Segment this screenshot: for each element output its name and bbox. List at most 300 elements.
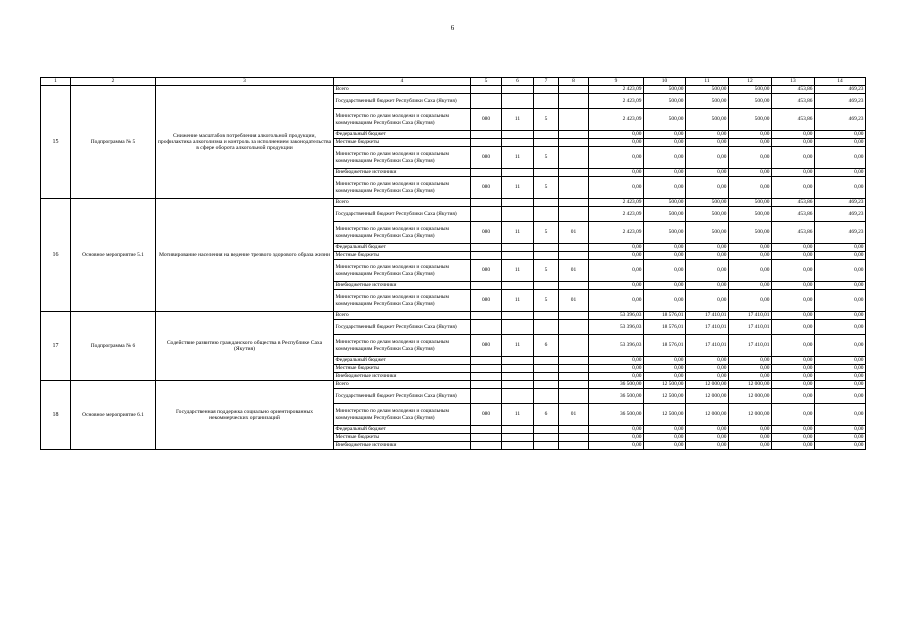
gp-code-cell — [502, 131, 534, 139]
program-name-cell: Снижение масштабов потребления алкогольной продукции, профилактика алкоголизма и контроль за исполнением законодательства в сфере оборота алкогольной продукции — [156, 86, 334, 199]
amount-cell: 0,00 — [772, 139, 815, 147]
amount-cell: 12 000,00 — [729, 389, 772, 404]
amount-cell: 0,00 — [729, 177, 772, 199]
gp-code-cell: 11 — [502, 109, 534, 131]
funding-source-cell: Внебюджетные источники — [334, 282, 471, 290]
amount-cell: 500,00 — [686, 222, 729, 244]
amount-cell: 0,00 — [772, 365, 815, 373]
amount-cell: 0,00 — [815, 169, 866, 177]
subprogram-code-cell — [534, 357, 559, 365]
amount-cell: 0,00 — [644, 365, 686, 373]
grbs-code-cell — [471, 94, 502, 109]
amount-cell: 0,00 — [686, 252, 729, 260]
measure-code-cell — [559, 373, 589, 381]
amount-cell: 0,00 — [589, 252, 644, 260]
amount-cell: 0,00 — [589, 365, 644, 373]
amount-cell: 0,00 — [729, 260, 772, 282]
funding-source-cell: Государственный бюджет Республики Саха (Якутия) — [334, 389, 471, 404]
amount-cell: 0,00 — [644, 442, 686, 450]
amount-cell: 500,00 — [644, 94, 686, 109]
subprogram-code-cell: 5 — [534, 260, 559, 282]
funding-source-cell: Федеральный бюджет — [334, 131, 471, 139]
amount-cell: 17 410,01 — [729, 320, 772, 335]
row-number-cell: 15 — [41, 86, 71, 199]
amount-cell: 0,00 — [772, 147, 815, 169]
amount-cell: 0,00 — [644, 282, 686, 290]
funding-source-cell: Министерство по делам молодежи и социальным коммуникациям Республики Саха (Якутия) — [334, 290, 471, 312]
funding-source-cell: Государственный бюджет Республики Саха (Якутия) — [334, 94, 471, 109]
amount-cell: 0,00 — [772, 373, 815, 381]
amount-cell: 2 423,09 — [589, 109, 644, 131]
subprogram-code-cell: 5 — [534, 109, 559, 131]
amount-cell: 0,00 — [772, 389, 815, 404]
header-cell: 6 — [502, 78, 534, 86]
table-row — [41, 86, 866, 94]
grbs-code-cell: 080 — [471, 290, 502, 312]
subprogram-code-cell — [534, 94, 559, 109]
gp-code-cell: 11 — [502, 404, 534, 426]
amount-cell: 0,00 — [644, 131, 686, 139]
measure-code-cell — [559, 147, 589, 169]
amount-cell: 0,00 — [686, 131, 729, 139]
amount-cell: 0,00 — [589, 169, 644, 177]
amount-cell: 12 500,00 — [644, 404, 686, 426]
grbs-code-cell: 080 — [471, 260, 502, 282]
measure-code-cell — [559, 252, 589, 260]
subprogram-code-cell — [534, 139, 559, 147]
gp-code-cell — [502, 94, 534, 109]
gp-code-cell: 11 — [502, 260, 534, 282]
amount-cell: 0,00 — [686, 282, 729, 290]
amount-cell: 0,00 — [589, 131, 644, 139]
header-cell: 11 — [686, 78, 729, 86]
amount-cell: 0,00 — [772, 381, 815, 389]
grbs-code-cell — [471, 282, 502, 290]
grbs-code-cell — [471, 312, 502, 320]
funding-source-cell: Министерство по делам молодежи и социальным коммуникациям Республики Саха (Якутия) — [334, 335, 471, 357]
subprogram-code-cell — [534, 86, 559, 94]
amount-cell: 0,00 — [815, 290, 866, 312]
amount-cell: 500,00 — [644, 207, 686, 222]
measure-code-cell — [559, 109, 589, 131]
amount-cell: 0,00 — [686, 147, 729, 169]
gp-code-cell — [502, 207, 534, 222]
amount-cell: 453,86 — [772, 94, 815, 109]
amount-cell: 0,00 — [686, 290, 729, 312]
amount-cell: 0,00 — [772, 404, 815, 426]
measure-code-cell — [559, 94, 589, 109]
amount-cell: 0,00 — [686, 260, 729, 282]
grbs-code-cell — [471, 252, 502, 260]
header-cell: 5 — [471, 78, 502, 86]
amount-cell: 12 500,00 — [644, 389, 686, 404]
amount-cell: 12 000,00 — [729, 381, 772, 389]
funding-source-cell: Министерство по делам молодежи и социальным коммуникациям Республики Саха (Якутия) — [334, 177, 471, 199]
amount-cell: 0,00 — [772, 442, 815, 450]
amount-cell: 0,00 — [686, 139, 729, 147]
subprogram-code-cell — [534, 207, 559, 222]
program-type-cell: Подпрограмма № 5 — [71, 86, 156, 199]
amount-cell: 500,00 — [686, 109, 729, 131]
subprogram-code-cell — [534, 365, 559, 373]
amount-cell: 0,00 — [644, 244, 686, 252]
amount-cell: 0,00 — [815, 139, 866, 147]
measure-code-cell — [559, 426, 589, 434]
amount-cell: 0,00 — [686, 373, 729, 381]
measure-code-cell — [559, 357, 589, 365]
amount-cell: 0,00 — [772, 290, 815, 312]
amount-cell: 0,00 — [729, 357, 772, 365]
subprogram-code-cell — [534, 389, 559, 404]
amount-cell: 0,00 — [686, 177, 729, 199]
grbs-code-cell — [471, 373, 502, 381]
amount-cell: 0,00 — [772, 320, 815, 335]
amount-cell: 0,00 — [729, 169, 772, 177]
grbs-code-cell: 080 — [471, 404, 502, 426]
amount-cell: 36 500,00 — [589, 389, 644, 404]
amount-cell: 12 000,00 — [686, 381, 729, 389]
row-number-cell: 18 — [41, 381, 71, 450]
amount-cell: 0,00 — [815, 260, 866, 282]
subprogram-code-cell: 5 — [534, 147, 559, 169]
gp-code-cell — [502, 169, 534, 177]
amount-cell: 0,00 — [729, 244, 772, 252]
amount-cell: 0,00 — [729, 365, 772, 373]
amount-cell: 0,00 — [772, 357, 815, 365]
measure-code-cell — [559, 434, 589, 442]
header-cell: 3 — [156, 78, 334, 86]
amount-cell: 0,00 — [815, 434, 866, 442]
measure-code-cell — [559, 389, 589, 404]
amount-cell: 2 423,09 — [589, 222, 644, 244]
amount-cell: 0,00 — [815, 442, 866, 450]
grbs-code-cell — [471, 86, 502, 94]
funding-source-cell: Внебюджетные источники — [334, 442, 471, 450]
funding-source-cell: Всего — [334, 381, 471, 389]
funding-source-cell: Министерство по делам молодежи и социальным коммуникациям Республики Саха (Якутия) — [334, 222, 471, 244]
funding-source-cell: Министерство по делам молодежи и социальным коммуникациям Республики Саха (Якутия) — [334, 109, 471, 131]
amount-cell: 0,00 — [644, 139, 686, 147]
amount-cell: 17 410,01 — [686, 320, 729, 335]
measure-code-cell — [559, 365, 589, 373]
measure-code-cell — [559, 282, 589, 290]
amount-cell: 0,00 — [729, 434, 772, 442]
amount-cell: 0,00 — [589, 357, 644, 365]
gp-code-cell — [502, 434, 534, 442]
amount-cell: 500,00 — [729, 207, 772, 222]
measure-code-cell — [559, 199, 589, 207]
gp-code-cell — [502, 389, 534, 404]
amount-cell: 0,00 — [729, 139, 772, 147]
amount-cell: 0,00 — [815, 365, 866, 373]
measure-code-cell — [559, 86, 589, 94]
grbs-code-cell — [471, 320, 502, 335]
grbs-code-cell — [471, 131, 502, 139]
amount-cell: 2 423,09 — [589, 94, 644, 109]
amount-cell: 500,00 — [644, 86, 686, 94]
gp-code-cell: 11 — [502, 290, 534, 312]
amount-cell: 0,00 — [772, 426, 815, 434]
gp-code-cell: 11 — [502, 222, 534, 244]
amount-cell: 0,00 — [729, 252, 772, 260]
amount-cell: 0,00 — [815, 282, 866, 290]
amount-cell: 453,86 — [772, 207, 815, 222]
amount-cell: 453,86 — [772, 199, 815, 207]
amount-cell: 0,00 — [772, 335, 815, 357]
amount-cell: 0,00 — [815, 373, 866, 381]
amount-cell: 0,00 — [772, 131, 815, 139]
grbs-code-cell — [471, 199, 502, 207]
measure-code-cell — [559, 381, 589, 389]
amount-cell: 0,00 — [644, 147, 686, 169]
amount-cell: 18 576,01 — [644, 320, 686, 335]
grbs-code-cell — [471, 207, 502, 222]
amount-cell: 0,00 — [644, 260, 686, 282]
funding-source-cell: Всего — [334, 86, 471, 94]
measure-code-cell: 01 — [559, 222, 589, 244]
amount-cell: 0,00 — [772, 434, 815, 442]
grbs-code-cell — [471, 381, 502, 389]
amount-cell: 500,00 — [686, 199, 729, 207]
amount-cell: 469,23 — [815, 94, 866, 109]
subprogram-code-cell — [534, 169, 559, 177]
header-cell: 4 — [334, 78, 471, 86]
measure-code-cell — [559, 442, 589, 450]
subprogram-code-cell: 5 — [534, 290, 559, 312]
amount-cell: 2 423,09 — [589, 199, 644, 207]
subprogram-code-cell — [534, 442, 559, 450]
grbs-code-cell — [471, 169, 502, 177]
table-row — [41, 312, 866, 320]
grbs-code-cell: 080 — [471, 222, 502, 244]
amount-cell: 0,00 — [772, 244, 815, 252]
program-name-cell: Содействие развитию гражданского общества в Республике Саха (Якутия) — [156, 312, 334, 381]
subprogram-code-cell: 6 — [534, 335, 559, 357]
gp-code-cell — [502, 442, 534, 450]
amount-cell: 0,00 — [729, 373, 772, 381]
amount-cell: 17 410,01 — [686, 312, 729, 320]
amount-cell: 0,00 — [686, 357, 729, 365]
measure-code-cell — [559, 169, 589, 177]
program-type-cell: Основное мероприятие 5.1 — [71, 199, 156, 312]
header-cell: 8 — [559, 78, 589, 86]
grbs-code-cell: 080 — [471, 335, 502, 357]
table-row — [41, 199, 866, 207]
measure-code-cell — [559, 139, 589, 147]
header-cell: 14 — [815, 78, 866, 86]
amount-cell: 2 423,09 — [589, 207, 644, 222]
grbs-code-cell: 080 — [471, 109, 502, 131]
amount-cell: 0,00 — [644, 290, 686, 312]
amount-cell: 0,00 — [644, 357, 686, 365]
amount-cell: 53 396,03 — [589, 320, 644, 335]
measure-code-cell — [559, 320, 589, 335]
grbs-code-cell — [471, 426, 502, 434]
funding-source-cell: Всего — [334, 199, 471, 207]
gp-code-cell: 11 — [502, 177, 534, 199]
gp-code-cell — [502, 320, 534, 335]
amount-cell: 0,00 — [589, 177, 644, 199]
amount-cell: 0,00 — [772, 282, 815, 290]
amount-cell: 453,86 — [772, 86, 815, 94]
amount-cell: 0,00 — [686, 442, 729, 450]
amount-cell: 0,00 — [589, 260, 644, 282]
amount-cell: 500,00 — [729, 199, 772, 207]
subprogram-code-cell — [534, 373, 559, 381]
amount-cell: 0,00 — [729, 290, 772, 312]
subprogram-code-cell — [534, 244, 559, 252]
amount-cell: 0,00 — [815, 320, 866, 335]
gp-code-cell — [502, 381, 534, 389]
amount-cell: 17 410,01 — [729, 335, 772, 357]
amount-cell: 0,00 — [589, 426, 644, 434]
subprogram-code-cell: 5 — [534, 177, 559, 199]
funding-source-cell: Государственный бюджет Республики Саха (Якутия) — [334, 320, 471, 335]
gp-code-cell: 11 — [502, 147, 534, 169]
amount-cell: 0,00 — [815, 335, 866, 357]
amount-cell: 500,00 — [644, 199, 686, 207]
gp-code-cell — [502, 357, 534, 365]
subprogram-code-cell — [534, 282, 559, 290]
amount-cell: 53 396,03 — [589, 335, 644, 357]
header-cell: 2 — [71, 78, 156, 86]
gp-code-cell — [502, 282, 534, 290]
amount-cell: 0,00 — [815, 389, 866, 404]
funding-source-cell: Местные бюджеты — [334, 252, 471, 260]
funding-source-cell: Министерство по делам молодежи и социальным коммуникациям Республики Саха (Якутия) — [334, 147, 471, 169]
row-number-cell: 16 — [41, 199, 71, 312]
amount-cell: 0,00 — [644, 434, 686, 442]
row-number-cell: 17 — [41, 312, 71, 381]
header-row — [41, 78, 866, 86]
header-cell: 12 — [729, 78, 772, 86]
grbs-code-cell — [471, 357, 502, 365]
amount-cell: 500,00 — [729, 109, 772, 131]
funding-source-cell: Местные бюджеты — [334, 139, 471, 147]
amount-cell: 0,00 — [644, 177, 686, 199]
measure-code-cell — [559, 312, 589, 320]
amount-cell: 0,00 — [815, 147, 866, 169]
grbs-code-cell: 080 — [471, 177, 502, 199]
amount-cell: 500,00 — [729, 86, 772, 94]
amount-cell: 0,00 — [729, 282, 772, 290]
gp-code-cell — [502, 199, 534, 207]
amount-cell: 500,00 — [729, 222, 772, 244]
subprogram-code-cell — [534, 199, 559, 207]
amount-cell: 0,00 — [815, 252, 866, 260]
amount-cell: 0,00 — [686, 169, 729, 177]
subprogram-code-cell: 5 — [534, 222, 559, 244]
amount-cell: 17 410,01 — [729, 312, 772, 320]
amount-cell: 0,00 — [686, 426, 729, 434]
amount-cell: 0,00 — [772, 169, 815, 177]
amount-cell: 0,00 — [686, 434, 729, 442]
program-type-cell: Подпрограмма № 6 — [71, 312, 156, 381]
gp-code-cell — [502, 244, 534, 252]
amount-cell: 500,00 — [644, 109, 686, 131]
amount-cell: 2 423,09 — [589, 86, 644, 94]
funding-source-cell: Всего — [334, 312, 471, 320]
amount-cell: 0,00 — [589, 434, 644, 442]
measure-code-cell — [559, 177, 589, 199]
amount-cell: 0,00 — [815, 381, 866, 389]
amount-cell: 0,00 — [729, 442, 772, 450]
amount-cell: 0,00 — [589, 244, 644, 252]
funding-source-cell: Внебюджетные источники — [334, 373, 471, 381]
measure-code-cell — [559, 244, 589, 252]
amount-cell: 36 500,00 — [589, 404, 644, 426]
amount-cell: 0,00 — [815, 177, 866, 199]
subprogram-code-cell — [534, 426, 559, 434]
amount-cell: 0,00 — [589, 290, 644, 312]
amount-cell: 0,00 — [772, 177, 815, 199]
gp-code-cell — [502, 373, 534, 381]
amount-cell: 0,00 — [589, 139, 644, 147]
subprogram-code-cell — [534, 320, 559, 335]
amount-cell: 0,00 — [589, 373, 644, 381]
grbs-code-cell: 080 — [471, 147, 502, 169]
funding-source-cell: Местные бюджеты — [334, 434, 471, 442]
header-cell: 1 — [41, 78, 71, 86]
header-cell: 9 — [589, 78, 644, 86]
amount-cell: 0,00 — [644, 169, 686, 177]
grbs-code-cell — [471, 442, 502, 450]
measure-code-cell: 01 — [559, 404, 589, 426]
subprogram-code-cell — [534, 312, 559, 320]
amount-cell: 0,00 — [686, 365, 729, 373]
amount-cell: 0,00 — [815, 131, 866, 139]
header-cell: 7 — [534, 78, 559, 86]
amount-cell: 0,00 — [815, 312, 866, 320]
amount-cell: 0,00 — [589, 282, 644, 290]
measure-code-cell — [559, 131, 589, 139]
gp-code-cell — [502, 139, 534, 147]
amount-cell: 0,00 — [815, 244, 866, 252]
measure-code-cell: 01 — [559, 260, 589, 282]
gp-code-cell — [502, 365, 534, 373]
subprogram-code-cell — [534, 252, 559, 260]
header-cell: 10 — [644, 78, 686, 86]
amount-cell: 469,23 — [815, 109, 866, 131]
grbs-code-cell — [471, 244, 502, 252]
budget-table — [40, 77, 866, 450]
subprogram-code-cell — [534, 381, 559, 389]
amount-cell: 18 576,01 — [644, 312, 686, 320]
measure-code-cell: 01 — [559, 290, 589, 312]
amount-cell: 0,00 — [686, 244, 729, 252]
amount-cell: 0,00 — [589, 442, 644, 450]
amount-cell: 0,00 — [729, 147, 772, 169]
amount-cell: 0,00 — [815, 357, 866, 365]
grbs-code-cell — [471, 389, 502, 404]
gp-code-cell — [502, 86, 534, 94]
amount-cell: 500,00 — [686, 94, 729, 109]
amount-cell: 0,00 — [644, 252, 686, 260]
subprogram-code-cell — [534, 434, 559, 442]
amount-cell: 469,23 — [815, 222, 866, 244]
amount-cell: 53 396,03 — [589, 312, 644, 320]
amount-cell: 469,23 — [815, 207, 866, 222]
amount-cell: 0,00 — [644, 373, 686, 381]
grbs-code-cell — [471, 434, 502, 442]
amount-cell: 0,00 — [772, 312, 815, 320]
header-cell: 13 — [772, 78, 815, 86]
subprogram-code-cell — [534, 131, 559, 139]
amount-cell: 18 576,01 — [644, 335, 686, 357]
gp-code-cell — [502, 426, 534, 434]
amount-cell: 0,00 — [772, 260, 815, 282]
amount-cell: 469,23 — [815, 199, 866, 207]
